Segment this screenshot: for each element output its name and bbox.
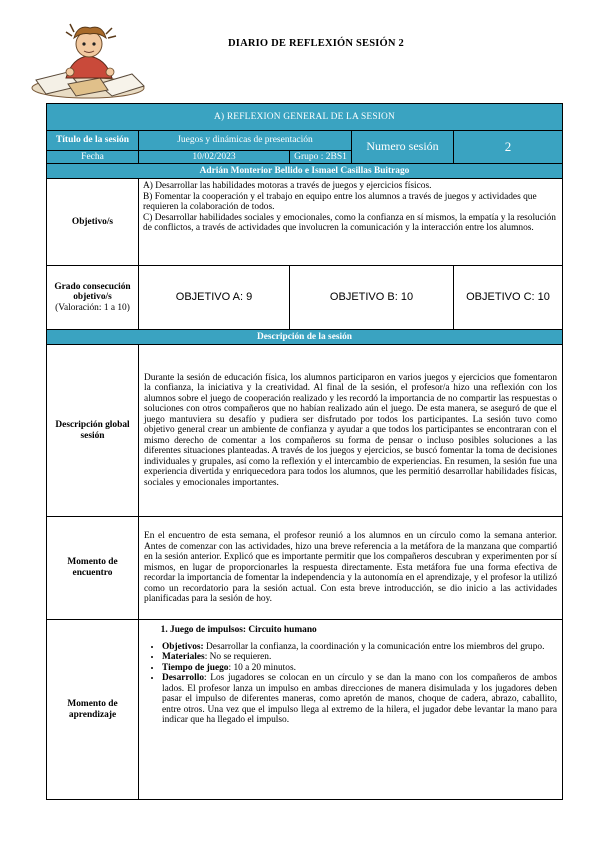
reflection-table xyxy=(46,103,563,800)
juego-materiales xyxy=(162,652,557,663)
descripcion-header: Descripción de la sesión xyxy=(47,330,563,345)
fecha-value: 10/02/2023 xyxy=(139,151,290,164)
juego-objetivos xyxy=(162,642,557,653)
section-a-header: A) REFLEXION GENERAL DE LA SESION xyxy=(47,104,563,131)
grupo-value: Grupo : 2BS1 xyxy=(290,151,352,164)
grado-label: Grado consecución objetivo/s xyxy=(54,281,131,303)
objetivos-sub-text: Desarrollar la confianza, la coordinación y la comunicación entre los miembros del grupo. xyxy=(203,641,545,652)
aprendizaje-label: Momento de aprendizaje xyxy=(47,620,139,800)
descripcion-text: Durante la sesión de educación física, los alumnos participaron en varios juegos y ejercicios que fomentaron la confianza, la iniciativa y la creatividad. Al final de la sesión, el profesor/a hizo una reflexión con los alumnos sobre el juego de cooperación realizado y les recordó la importancia de no compartir las respuestas o soluciones con otros compañeros que no habían realizado aún el juego. De esta manera, se aseguró de que el juego mantuviera su desafío y pudiera ser disfrutado por todos los participantes. La sesión tuvo como objetivo general crear un ambiente de confianza y ayudar a que todos los participantes se encontraran con el mismo derecho de comentar a los compañeros su forma de pensar o incluso posibles soluciones a las diferentes situaciones planteadas. A través de los juegos y ejercicios, se buscó fomentar la toma de decisiones individuales y grupales, así como la reflexión y el intercambio de experiencias. En resumen, la sesión fue una experiencia divertida y enriquecedora para todos los alumnos, que les permitió desarrollar habilidades físicas, sociales y emocionales importantes. xyxy=(139,345,563,517)
desarrollo-label: Desarrollo xyxy=(162,673,205,684)
numero-value: 2 xyxy=(454,131,563,164)
aprendizaje-content xyxy=(139,620,563,800)
materiales-label: Materiales xyxy=(162,652,205,663)
objetivo-c-score: OBJETIVO C: 10 xyxy=(454,266,563,330)
desarrollo-text: : Los jugadores se colocan en un círculo y se dan la mano con los compañeros de ambos lados. El profesor lanza un impulso en ambas direcciones de manera disimulada y los jugadores deben pasar el impulso de diferentes maneras, como apretón de manos, choque de cadera, abrazo, caballito, entre otros. Una vez que el impulso llega al extremo de la hilera, el jugador debe levantar la mano para indicar que ha llegado el impulso. xyxy=(162,673,558,726)
student-reading-illustration xyxy=(28,22,148,100)
objetivo-b-score: OBJETIVO B: 10 xyxy=(290,266,454,330)
titulo-label: Título de la sesión xyxy=(47,131,139,151)
grado-sublabel: (Valoración: 1 a 10) xyxy=(55,302,130,313)
objetivos-text xyxy=(139,179,563,266)
document-title: DIARIO DE REFLEXIÓN SESIÓN 2 xyxy=(228,38,404,49)
numero-label: Numero sesión xyxy=(352,131,454,164)
autores: Adrián Monterior Bellido e Ismael Casillas Buitrago xyxy=(47,164,563,179)
tiempo-label: Tiempo de juego xyxy=(162,662,229,673)
juego-tiempo xyxy=(162,663,557,674)
tiempo-text: : 10 a 20 minutos. xyxy=(228,662,296,673)
encuentro-text: En el encuentro de esta semana, el profesor reunió a los alumnos en un círculo como la semana anterior. Antes de comenzar con las actividades, hizo una breve referencia a la metáfora de la manzana que compartió en la sesión anterior. Explicó que es importante permitir que los compañeros descubran y experimenten por sí mismos, en lugar de proporcionarles la respuesta directamente. Esta metáfora fue una forma efectiva de recordar la importancia de fomentar la independencia y la autonomía en el aprendizaje, y el profesor la utilizó como un recordatorio para la sesión actual. Con esta breve introducción, se dio inicio a las actividades planificadas para la sesión de hoy. xyxy=(139,517,563,620)
grado-cell xyxy=(47,266,139,330)
descripcion-label: Descripción global sesión xyxy=(47,345,139,517)
objetivos-sublabel: Objetivos: xyxy=(162,641,204,652)
materiales-text: : No se requieren. xyxy=(204,652,272,663)
objetivo-a: A) Desarrollar las habilidades motoras a través de juegos y ejercicios físicos. xyxy=(143,181,432,191)
objetivos-label: Objetivo/s xyxy=(47,179,139,266)
fecha-label: Fecha xyxy=(47,151,139,164)
objetivo-c: C) Desarrollar habilidades sociales y emocionales, como la confianza en sí mismos, la empatía y la resolución de conflictos, a través de actividades que involucren la comunicación y la interacción entre los alumnos. xyxy=(143,212,556,234)
objetivo-a-score: OBJETIVO A: 9 xyxy=(139,266,290,330)
juego-desarrollo xyxy=(162,673,557,726)
juego-title: 1. Juego de impulsos: Circuito humano xyxy=(170,625,557,636)
objetivo-b: B) Fomentar la cooperación y el trabajo en equipo entre los alumnos a través de juegos y actividades que requieren la colaboración de todos. xyxy=(143,191,537,213)
encuentro-label: Momento de encuentro xyxy=(47,517,139,620)
titulo-value: Juegos y dinámicas de presentación xyxy=(139,131,352,151)
